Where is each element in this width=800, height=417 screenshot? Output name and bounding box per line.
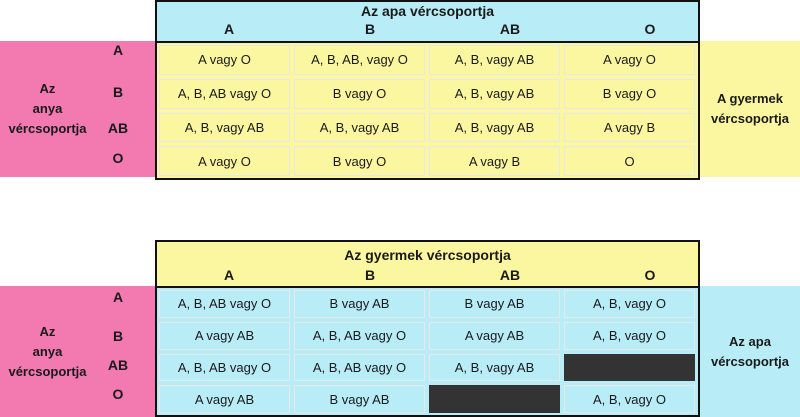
result-cell: A, B, vagy AB (159, 113, 290, 143)
column-label-ab: AB (499, 267, 521, 283)
result-cell: A vagy B (429, 146, 560, 176)
result-cell: A, B, AB vagy O (294, 354, 425, 382)
result-grid (155, 41, 700, 180)
column-label-o: O (644, 267, 656, 283)
result-cell: A vagy O (159, 45, 290, 75)
father-header-title: Az apa vércsoportja (360, 3, 495, 19)
mother-label-line-3: vércsoportja (8, 363, 87, 379)
mother-label-line-2: anya (32, 101, 63, 116)
child-header-title: Az gyermek vércsoportja (344, 247, 511, 263)
blood-type-table-2 (0, 240, 800, 417)
result-cell: A, B, AB vagy O (159, 354, 290, 382)
father-side-label (700, 286, 800, 417)
result-cell: A, B, vagy O (564, 290, 695, 318)
result-cell (564, 354, 695, 382)
result-cell: A vagy AB (429, 322, 560, 350)
father-header (155, 0, 700, 41)
result-cell: B vagy O (294, 146, 425, 176)
father-side-label-line-1: Az apa (729, 333, 771, 349)
result-cell: A vagy AB (159, 322, 290, 350)
mother-label-line-2: anya (32, 343, 63, 359)
column-label-b: B (364, 21, 376, 37)
row-label-o: O (112, 386, 124, 402)
mother-label-line-3: vércsoportja (8, 121, 87, 136)
result-cell: A, B, vagy O (564, 322, 695, 350)
result-cell: B vagy AB (294, 385, 425, 413)
column-label-o: O (644, 21, 656, 37)
row-label-ab: AB (107, 120, 129, 136)
father-side-label-line-2: vércsoportja (710, 353, 790, 369)
result-cell: A, B, vagy AB (294, 113, 425, 143)
result-cell: A, B, vagy AB (429, 79, 560, 109)
result-cell: A, B, AB vagy O (294, 322, 425, 350)
row-label-o: O (112, 150, 124, 166)
result-grid (155, 286, 700, 417)
result-cell: A, B, vagy AB (429, 354, 560, 382)
child-side-label-line-1: A gyermek (716, 91, 783, 106)
child-side-label (700, 41, 800, 177)
row-label-b: B (112, 84, 124, 100)
row-label-a: A (112, 42, 124, 58)
blood-type-table-1 (0, 0, 800, 180)
result-cell: B vagy O (564, 79, 695, 109)
child-side-label-line-2: vércsoportja (710, 111, 790, 126)
child-header (155, 240, 700, 286)
result-cell: B vagy O (294, 79, 425, 109)
result-cell: B vagy AB (429, 290, 560, 318)
mother-label-line-1: Az (39, 81, 56, 96)
mother-label-line-1: Az (39, 323, 56, 339)
result-cell: A, B, AB vagy O (159, 290, 290, 318)
result-cell: A, B, AB vagy O (159, 79, 290, 109)
row-label-ab: AB (107, 357, 129, 373)
result-cell: B vagy AB (294, 290, 425, 318)
result-cell: A, B, vagy O (564, 385, 695, 413)
result-cell: A, B, AB, vagy O (294, 45, 425, 75)
result-cell: O (564, 146, 695, 176)
result-cell: A, B, vagy AB (429, 113, 560, 143)
column-label-a: A (223, 21, 235, 37)
result-cell: A, B, vagy AB (429, 45, 560, 75)
result-cell (429, 385, 560, 413)
column-label-a: A (223, 267, 235, 283)
row-label-a: A (112, 289, 124, 305)
column-label-b: B (364, 267, 376, 283)
result-cell: A vagy O (159, 146, 290, 176)
result-cell: A vagy O (564, 45, 695, 75)
row-label-b: B (112, 328, 124, 344)
column-label-ab: AB (499, 21, 521, 37)
result-cell: A vagy B (564, 113, 695, 143)
result-cell: A vagy AB (159, 385, 290, 413)
